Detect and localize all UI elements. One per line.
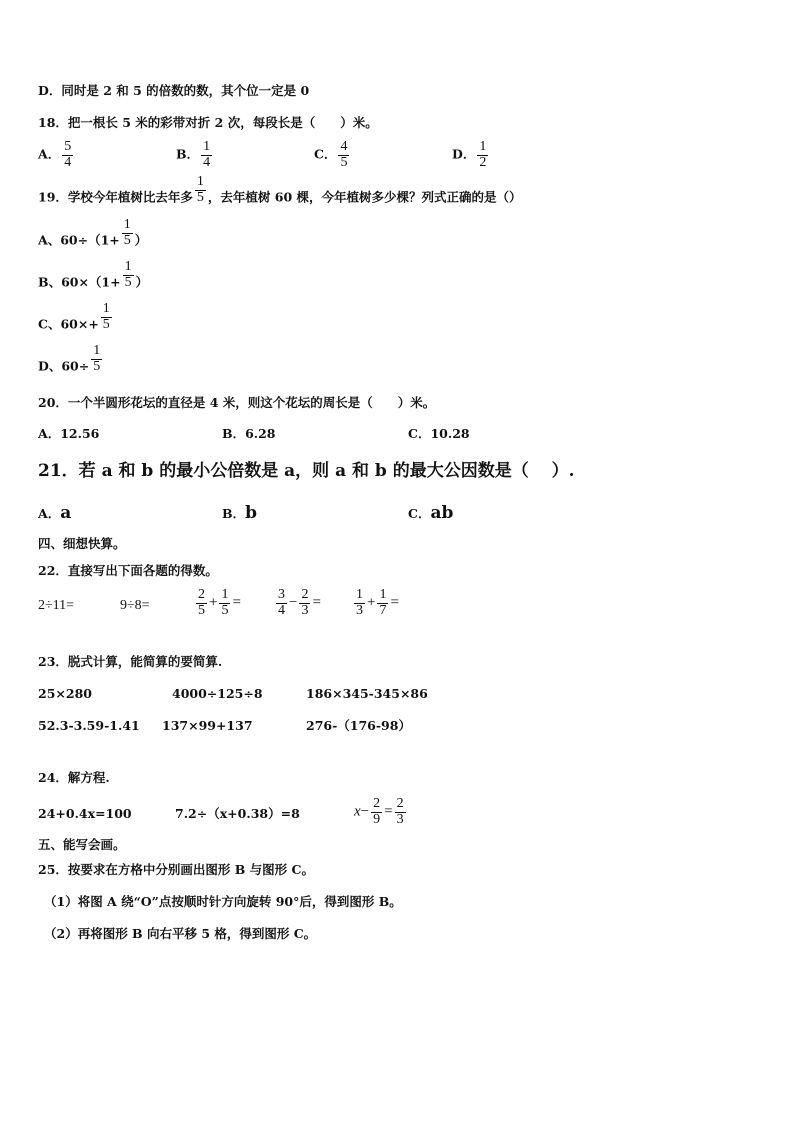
option-letter: A． bbox=[38, 146, 61, 162]
fraction: $\frac{1}{5}$ bbox=[124, 259, 132, 290]
q21-option-b[interactable]: B．b bbox=[222, 503, 257, 523]
q18-option-b[interactable] bbox=[176, 140, 214, 170]
q25-sub-2: （2）再将图形 B 向右平移 5 格，得到图形 C。 bbox=[44, 926, 317, 941]
q18-option-c[interactable] bbox=[314, 140, 351, 170]
q19-stem: 19．学校今年植树比去年多 $\frac{1}{5}$ ，去年植树 60 棵，今年植树多少棵？列式正确的是（） bbox=[38, 174, 522, 205]
q22-stem: 22．直接写出下面各题的得数。 bbox=[38, 563, 218, 578]
section-5-heading: 五、能写会画。 bbox=[38, 837, 126, 852]
section-4-heading: 四、细想快算。 bbox=[38, 536, 126, 551]
q18-option-d[interactable] bbox=[452, 140, 490, 170]
fraction: $\frac{1}{5}$ bbox=[123, 217, 131, 248]
fraction: $\frac{5}{4}$ bbox=[64, 139, 72, 170]
q21-stem: 21．若 a 和 b 的最小公倍数是 a，则 a 和 b 的最大公因数是（ ）. bbox=[38, 461, 575, 481]
q24-eq-1: 24+0.4x=100 bbox=[38, 806, 132, 821]
fraction: $\frac{1}{5}$ bbox=[93, 343, 101, 374]
q23-expr: 25×280 bbox=[38, 686, 92, 701]
q22-expr-2: 9÷8= bbox=[120, 598, 150, 613]
q20-option-b[interactable]: B．6.28 bbox=[222, 426, 276, 441]
q21-option-a[interactable]: A．a bbox=[38, 503, 72, 523]
q22-expr-5: $\frac{1}{3}$ + $\frac{1}{7}$ = bbox=[356, 587, 399, 618]
q23-expr: 186×345-345×86 bbox=[306, 686, 428, 701]
fraction: $\frac{1}{5}$ bbox=[102, 301, 110, 332]
q23-expr: 4000÷125÷8 bbox=[172, 686, 263, 701]
q20-stem: 20．一个半圆形花坛的直径是 4 米，则这个花坛的周长是（ ）米。 bbox=[38, 395, 436, 410]
fraction: $\frac{1}{2}$ bbox=[479, 139, 487, 170]
fraction: $\frac{1}{4}$ bbox=[203, 139, 211, 170]
q22-expr-1: 2÷11= bbox=[38, 598, 75, 613]
fraction: $\frac{4}{5}$ bbox=[340, 139, 348, 170]
q22-expr-4: $\frac{3}{4}$ − $\frac{2}{3}$ = bbox=[278, 587, 321, 618]
q24-eq-3: x− $\frac{2}{9}$ = $\frac{2}{3}$ bbox=[354, 796, 404, 827]
q23-expr: 276-（176-98） bbox=[306, 718, 411, 733]
q20-option-c[interactable]: C．10.28 bbox=[408, 426, 470, 441]
q25-sub-1: （1）将图 A 绕“O”点按顺时针方向旋转 90°后，得到图形 B。 bbox=[44, 894, 402, 909]
q23-expr: 52.3-3.59-1.41 bbox=[38, 718, 140, 733]
option-letter: C． bbox=[314, 146, 337, 162]
q24-stem: 24．解方程. bbox=[38, 770, 110, 785]
q19-option-d[interactable]: D、60÷ $\frac{1}{5}$ bbox=[38, 343, 101, 374]
q19-option-c[interactable]: C、60×+ $\frac{1}{5}$ bbox=[38, 301, 110, 332]
q19-option-a[interactable]: A、60÷（1+ $\frac{1}{5}$ ） bbox=[38, 217, 148, 248]
q17-option-d: D．同时是 2 和 5 的倍数的数，其个位一定是 0 bbox=[38, 83, 310, 98]
q18-stem: 18．把一根长 5 米的彩带对折 2 次，每段长是（ ）米。 bbox=[38, 115, 378, 130]
q23-expr: 137×99+137 bbox=[162, 718, 253, 733]
q18-option-a[interactable] bbox=[38, 140, 75, 170]
option-letter: D． bbox=[452, 146, 476, 162]
q19-option-b[interactable]: B、60×（1+ $\frac{1}{5}$ ） bbox=[38, 259, 149, 290]
q20-option-a[interactable]: A．12.56 bbox=[38, 426, 100, 441]
q21-option-c[interactable]: C．ab bbox=[408, 503, 454, 523]
q25-stem: 25．按要求在方格中分别画出图形 B 与图形 C。 bbox=[38, 862, 314, 877]
q24-eq-2: 7.2÷（x+0.38）=8 bbox=[175, 806, 300, 821]
option-letter: B． bbox=[176, 146, 200, 162]
fraction: $\frac{1}{5}$ bbox=[196, 174, 204, 205]
q23-stem: 23．脱式计算，能简算的要简算. bbox=[38, 654, 223, 669]
q22-expr-3: $\frac{2}{5}$ + $\frac{1}{5}$ = bbox=[198, 587, 241, 618]
